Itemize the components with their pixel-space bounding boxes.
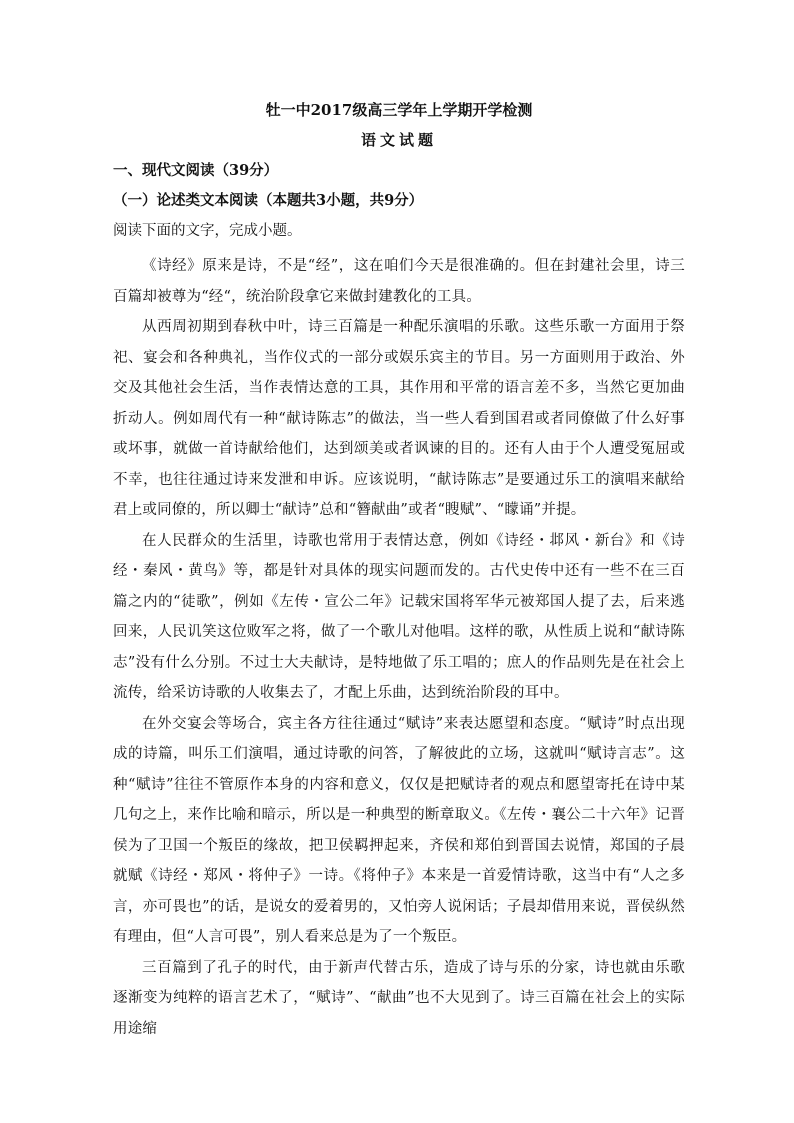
paragraph-3: 在人民群众的生活里，诗歌也常用于表情达意，例如《诗经・邶风・新台》和《诗经・秦风・黄鸟》等，都是针对具体的现实问题而发的。古代史传中还有一些不在三百篇之内的“徒歌”，例如《左传・宣公二年》记载宋国将军华元被郑国人提了去，后来逃回来，人民讥笑这位败军之将，做了一个歌儿对他唱。这样的歌，从性质上说和“献诗陈志”没有什么分别。不过士大夫献诗，是特地做了乐工唱的；庶人的作品则先是在社会上流传，给采访诗歌的人收集去了，才配上乐曲，达到统治阶段的耳中。 (113, 532, 685, 701)
section-heading: 一、现代文阅读（39分） (113, 162, 279, 179)
paragraph-4: 在外交宴会等场合，宾主各方往往通过“赋诗”来表达愿望和态度。“赋诗”时点出现成的诗篇，叫乐工们演唱，通过诗歌的问答，了解彼此的立场，这就叫“赋诗言志”。这种“赋诗”往往不管原作本身的内容和意义，仅仅是把赋诗者的观点和愿望寄托在诗中某几句之上，来作比喻和暗示，所以是一种典型的断章取义。《左传・襄公二十六年》记晋侯为了卫国一个叛臣的缘故，把卫侯羁押起来，齐侯和郑伯到晋国去说情，郑国的子晨就赋《诗经・郑风・将仲子》一诗。《将仲子》本来是一首爱情诗歌，这当中有“人之多言，亦可畏也”的话，是说女的爱着男的，又怕旁人说闲话；子晨却借用来说，晋侯纵然有理由，但“人言可畏”，别人看来总是为了一个叛臣。 (113, 715, 685, 945)
sub-section-heading: （一）论述类文本阅读（本题共3小题，共9分） (113, 192, 424, 209)
document-subtitle: 语文试题 (360, 131, 437, 149)
reading-instruction: 阅读下面的文字，完成小题。 (113, 223, 302, 239)
document-title: 牡一中2017级高三学年上学期开学检测 (265, 101, 533, 119)
paragraph-1: 《诗经》原来是诗，不是“经”，这在咱们今天是很准确的。但在封建社会里，诗三百篇却被尊为“经“，统治阶段拿它来做封建教化的工具。 (113, 258, 685, 305)
paragraph-2: 从西周初期到春秋中叶，诗三百篇是一种配乐演唱的乐歌。这些乐歌一方面用于祭祀、宴会和各种典礼，当作仪式的一部分或娱乐宾主的节目。另一方面则用于政治、外交及其他社会生活，当作表情达意的工具，其作用和平常的语言差不多，当然它更加曲折动人。例如周代有一种“献诗陈志”的做法，当一些人看到国君或者同僚做了什么好事或坏事，就做一首诗献给他们，达到颂美或者讽谏的目的。还有人由于个人遭受冤屈或不幸，也往往通过诗来发泄和申诉。应该说明，“献诗陈志”是要通过乐工的演唱来献给君上或同僚的，所以卿士“献诗”总和“簪献曲”或者“瞍赋”、“矇诵”并提。 (113, 319, 685, 518)
document-page (113, 100, 685, 1044)
paragraph-5: 三百篇到了孔子的时代，由于新声代替古乐，造成了诗与乐的分家，诗也就由乐歌逐渐变为纯粹的语言艺术了，“赋诗”、“献曲”也不大见到了。诗三百篇在社会上的实际用途缩 (113, 959, 685, 1037)
